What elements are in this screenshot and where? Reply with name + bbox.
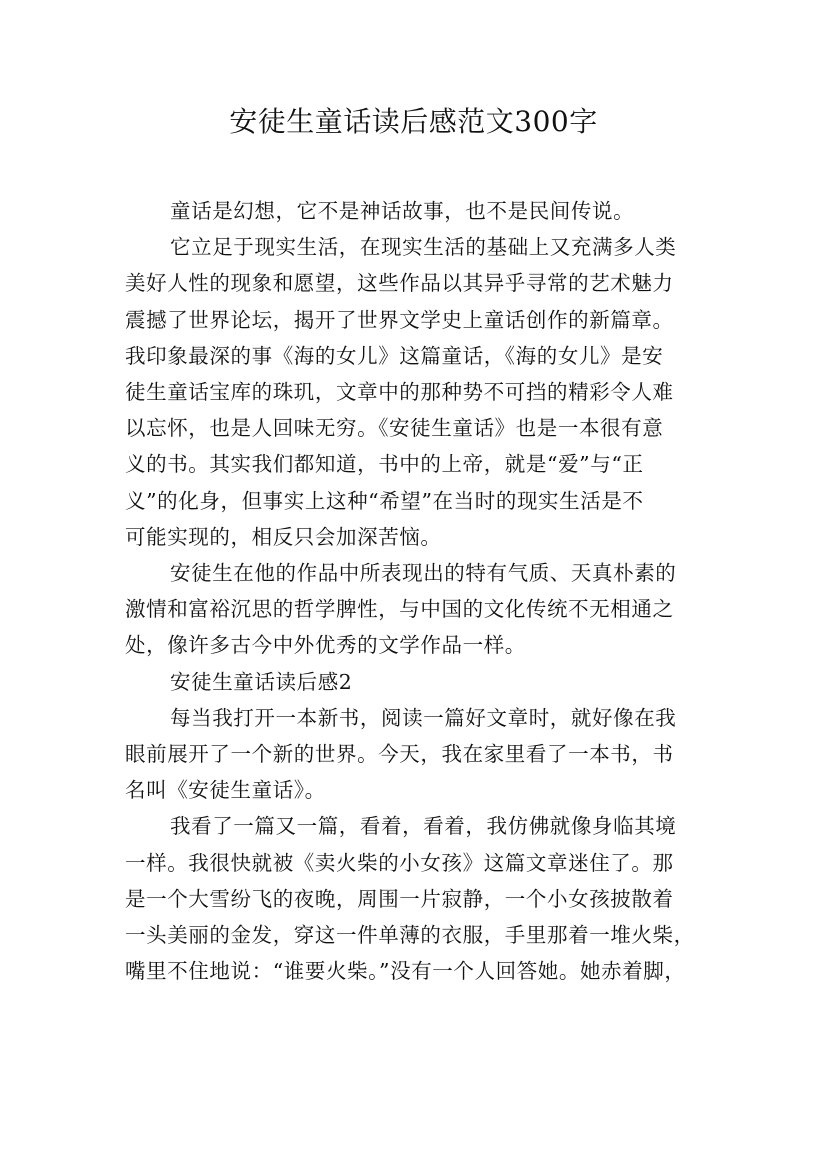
text-line: 我印象最深的事《海的女儿》这篇童话，《海的女儿》是安	[125, 343, 664, 368]
text-line: 嘴里不住地说：“谁要火柴。”没有一个人回答她。她赤着脚，	[125, 959, 686, 984]
paragraph	[125, 555, 705, 664]
section-heading	[125, 664, 705, 700]
paragraph	[125, 700, 705, 809]
text-line: 义的书。其实我们都知道，书中的上帝，就是“爱”与“正	[125, 452, 644, 477]
text-line: 徒生童话宝库的珠玑，文章中的那种势不可挡的精彩令人难	[125, 380, 674, 405]
text-line: 义”的化身，但事实上这种“希望”在当时的现实生活是不	[125, 488, 644, 513]
text-line: 眼前展开了一个新的世界。今天，我在家里看了一本书，书	[125, 742, 674, 767]
text-line: 激情和富裕沉思的哲学脾性，与中国的文化传统不无相通之	[125, 597, 674, 622]
paragraph	[125, 229, 705, 555]
text-line: 美好人性的现象和愿望，这些作品以其异乎寻常的艺术魅力	[125, 271, 674, 296]
text-line: 它立足于现实生活，在现实生活的基础上又充满多人类	[170, 235, 677, 260]
paragraph	[125, 808, 705, 989]
document-title: 安徒生童话读后感范文300字	[229, 105, 598, 138]
text-line: 安徒生童话读后感2	[170, 669, 353, 694]
document-body	[125, 193, 705, 989]
text-line: 一头美丽的金发，穿这一件单薄的衣服，手里那着一堆火柴，	[125, 923, 695, 948]
text-line: 是一个大雪纷飞的夜晚，周围一片寂静，一个小女孩披散着	[125, 886, 674, 911]
text-line: 我看了一篇又一篇，看着，看着，我仿佛就像身临其境	[170, 814, 677, 839]
text-line: 每当我打开一本新书，阅读一篇好文章时，就好像在我	[170, 705, 677, 730]
text-line: 以忘怀，也是人回味无穷。《安徒生童话》也是一本很有意	[125, 416, 664, 441]
text-line: 名叫《安徒生童话》。	[125, 778, 326, 803]
text-line: 安徒生在他的作品中所表现出的特有气质、天真朴素的	[170, 561, 677, 586]
text-line: 一样。我很快就被《卖火柴的小女孩》这篇文章迷住了。那	[125, 850, 674, 875]
text-line: 处，像许多古今中外优秀的文学作品一样。	[125, 633, 526, 658]
text-line: 童话是幻想，它不是神话故事，也不是民间传说。	[170, 199, 635, 223]
text-line: 可能实现的，相反只会加深苦恼。	[125, 524, 442, 549]
text-line: 震撼了世界论坛，揭开了世界文学史上童话创作的新篇章。	[125, 307, 674, 332]
paragraph	[125, 193, 705, 229]
